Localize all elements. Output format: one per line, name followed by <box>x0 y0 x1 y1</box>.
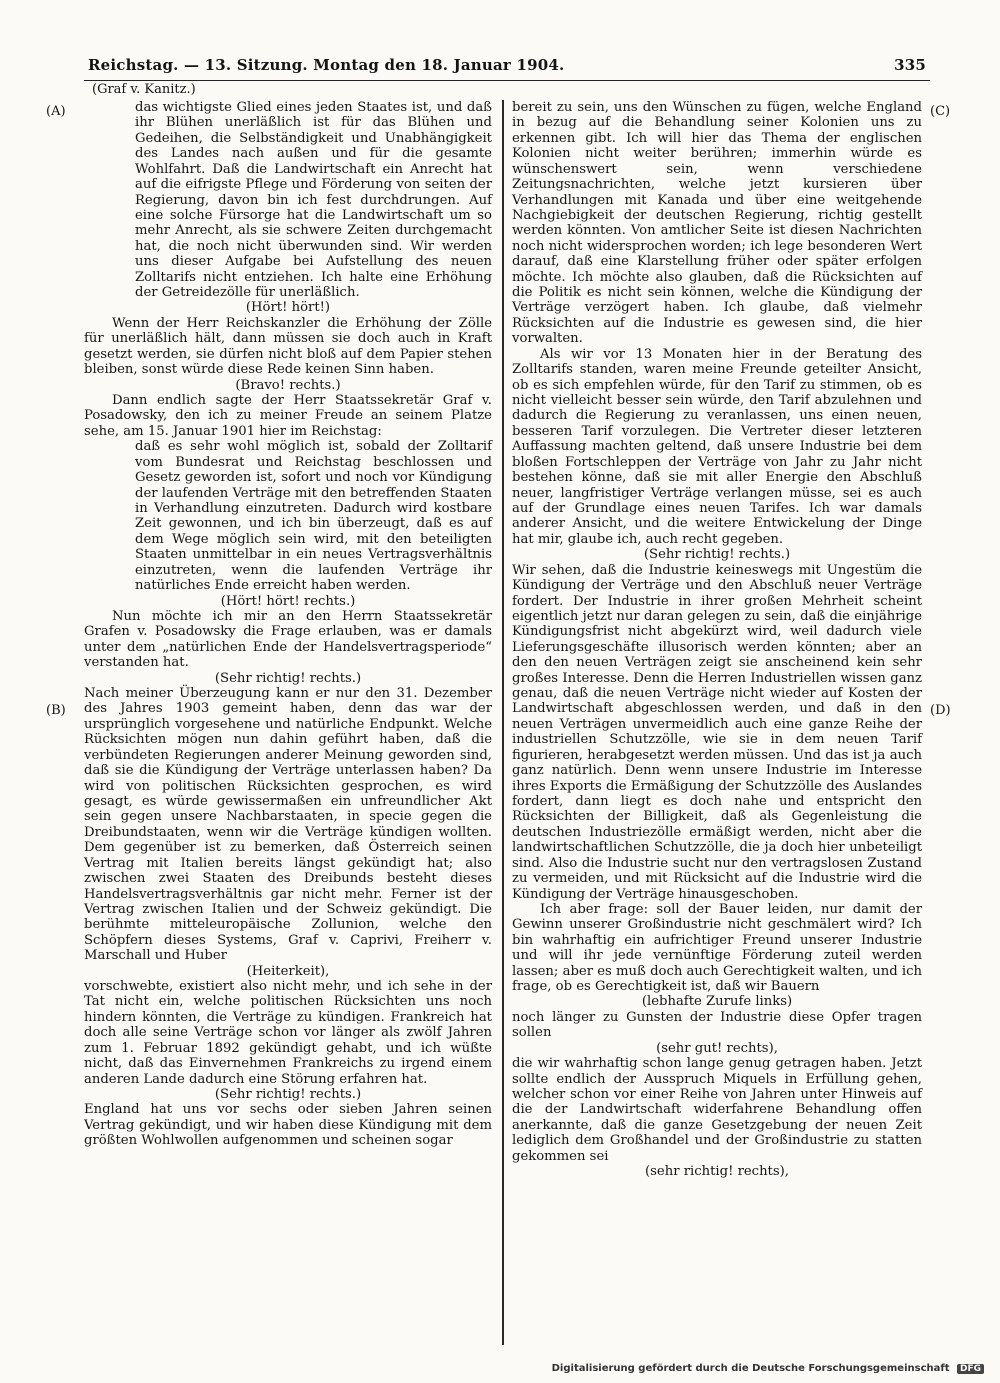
right-column <box>512 100 922 1180</box>
interjection: (Sehr richtig! rechts.) <box>643 547 791 563</box>
interjection: (sehr gut! rechts), <box>656 1040 778 1056</box>
interjection: (lebhafte Zurufe links) <box>641 994 793 1010</box>
column-divider <box>502 100 504 1345</box>
quotation: daß es sehr wohl möglich ist, sobald der Zolltarif vom Bundesrat und Reichstag beschlossen und Gesetz geworden ist, sofort und noch vor Kündigung der laufenden Verträge mit den betreffenden Staaten in Verhandlung einzutreten. Dadurch wird kostbare Zeit gewonnen, und ich bin überzeugt, daß es auf dem Wege möglich sein wird, mit den beteiligten Staaten unmittelbar in ein neues Vertragsverhältnis einzutreten, wenn die laufenden Verträge ihr natürliches Ende erreicht haben werden. <box>135 439 492 594</box>
interjection: (sehr richtig! rechts), <box>645 1164 789 1180</box>
margin-mark-b: (B) <box>46 703 66 718</box>
paragraph: das wichtigste Glied eines jeden Staates ist, und daß ihr Blühen unerläßlich ist für das Blühen und Gedeihen, die Selbständigkeit und Unabhängigkeit des Landes nach außen und für die gesamte Wohlfahrt. Daß die Landwirtschaft ein Anrecht hat auf die eifrigste Pflege und Förderung von seiten der Regierung, davon bin ich fest durchdrungen. Auf eine solche Fürsorge hat die Landwirtschaft um so mehr Anrecht, als sie schwere Zeiten durchgemacht hat, die noch nicht überwunden sind. Wir werden uns dieser Aufgabe bei Aufstellung des neuen Zolltarifs nicht entziehen. Ich halte eine Erhöhung der Getreidezölle für unerläßlich. <box>135 100 492 301</box>
paragraph: Dann endlich sagte der Herr Staatssekretär Graf v. Posadowsky, den ich zu meiner Freude an seinem Platze sehe, am 15. Januar 1901 hier im Reichstag: <box>84 393 492 439</box>
page-number: 335 <box>894 56 926 74</box>
dfg-logo: DFG <box>957 1364 984 1374</box>
paragraph: England hat uns vor sechs oder sieben Jahren seinen Vertrag gekündigt, und wir haben diese Kündigung mit dem größten Wohlwollen aufgenommen und scheinen sogar <box>84 1102 492 1149</box>
paragraph: die wir wahrhaftig schon lange genug getragen haben. Jetzt sollte endlich der Ausspruch Miquels in Erfüllung gehen, welcher schon vor einer Reihe von Jahren unter Hinweis auf die der Landwirtschaft widerfahrene Behandlung offen anerkannte, daß die ganze Gesetzgebung der neuen Zeit lediglich dem Großhandel und der Großindustrie zu statten gekommen sei <box>512 1056 922 1164</box>
interjection: (Hört! hört!) <box>245 300 331 316</box>
paragraph: Nach meiner Überzeugung kann er nur den 31. Dezember des Jahres 1903 gemeint haben, denn das war der ursprünglich vorgesehene und natürliche Endpunkt. Welche Rücksichten mögen nun dahin geführt haben, daß die verbündeten Regierungen anderer Meinung geworden sind, daß sie die Kündigung der Verträge unterlassen haben? Da wird von politischen Rücksichten gesprochen, es wird gesagt, es würde gewissermaßen ein unfreundlicher Akt sein gegen unsere Nachbarstaaten, in specie gegen die Dreibundstaaten, wenn wir die Verträge kündigen wollten. Dem gegenüber ist zu bemerken, daß Österreich seinen Vertrag mit Italien bereits längst gekündigt hat; also zwischen zwei Staaten des Dreibunds besteht dieses Handelsvertragsverhältnis gar nicht mehr. Ferner ist der Vertrag zwischen Italien und der Schweiz gekündigt. Die berühmte mitteleuropäische Zollunion, welche den Schöpfern dieses Systems, Graf v. Caprivi, Freiherr v. Marschall und Huber <box>84 686 492 964</box>
left-column <box>84 100 492 1149</box>
margin-mark-d: (D) <box>930 703 951 718</box>
interjection: (Sehr richtig! rechts.) <box>214 1087 362 1102</box>
paragraph: Ich aber frage: soll der Bauer leiden, nur damit der Gewinn unserer Großindustrie nicht geschmälert wird? Ich bin wahrhaftig ein aufrichtiger Freund unserer Industrie und will ihr jede vernünftige Förderung zuteil werden lassen; aber es muß doch auch Gerechtigkeit walten, und ich frage, ob es Gerechtigkeit ist, daß wir Bauern <box>512 901 922 995</box>
header-rule <box>84 80 930 81</box>
footer-text: Digitalisierung gefördert durch die Deutsche Forschungsgemeinschaft <box>551 1363 950 1374</box>
interjection: (Heiterkeit), <box>246 963 330 979</box>
funding-footer <box>552 1363 984 1374</box>
margin-mark-c: (C) <box>930 104 951 119</box>
paragraph: noch länger zu Gunsten der Industrie diese Opfer tragen sollen <box>512 1009 922 1041</box>
interjection: (Hört! hört! rechts.) <box>220 593 356 609</box>
speaker-label: (Graf v. Kanitz.) <box>92 82 196 97</box>
running-header <box>88 56 926 78</box>
paragraph: bereit zu sein, uns den Wünschen zu fügen, welche England in bezug auf die Behandlung seiner Kolonien uns zu erkennen gibt. Ich will hier das Thema der englischen Kolonien nicht weiter berühren; immerhin würde es wünschenswert sein, wenn verschiedene Zeitungsnachrichten, welche jetzt kursieren über Verhandlungen mit Kanada und über eine weitgehende Nachgiebigkeit der deutschen Regierung, richtig gestellt werden könnten. Von amtlicher Seite ist diesen Nachrichten noch nicht widersprochen worden; ich lege besonderen Wert darauf, daß eine Klarstellung früher oder später erfolgen möchte. Ich möchte also glauben, daß die Rücksichten auf die Politik es nicht sein können, welche die Kündigung der Verträge verzögert haben. Ich glaube, daß vielmehr Rücksichten auf die Industrie es gewesen sind, die hier vorwalten. <box>512 100 922 347</box>
paragraph: Als wir vor 13 Monaten hier in der Beratung des Zolltarifs standen, waren meine Freunde geteilter Ansicht, ob es sich empfehlen würde, für den Tarif zu stimmen, ob es nicht vielleicht besser sein würde, den Tarif abzulehnen und dadurch die Regierung zu veranlassen, uns einen neuen, besseren Tarif vorzulegen. Die Vertreter dieser letzteren Auffassung machten geltend, daß unsere Industrie bei dem bloßen Fortschleppen der Verträge von Jahr zu Jahr nicht bestehen könne, daß sie mit aller Energie den Abschluß neuer, langfristiger Verträge verlangen müsse, sei es auch auf der Grundlage eines neuen Tarifes. Ich war damals anderer Ansicht, und die weitere Entwickelung der Dinge hat mir, glaube ich, auch recht gegeben. <box>512 346 922 547</box>
paragraph: vorschwebte, existiert also nicht mehr, und ich sehe in der Tat nicht ein, welche politischen Rücksichten uns noch hindern könnten, die Verträge zu kündigen. Frankreich hat doch alle seine Verträge schon vor länger als zwölf Jahren zum 1. Februar 1892 gekündigt gehabt, und ich wüßte nicht, daß das Einvernehmen Frankreichs zu irgend einem anderen Lande dadurch eine Störung erfahren hat. <box>84 979 492 1087</box>
margin-mark-a: (A) <box>46 104 66 119</box>
interjection: (Bravo! rechts.) <box>235 377 341 393</box>
paragraph: Wir sehen, daß die Industrie keineswegs mit Ungestüm die Kündigung der Verträge und den Abschluß neuer Verträge fordert. Der Industrie in ihrer großen Mehrheit scheint eigentlich jetzt nur daran gelegen zu sein, daß die einjährige Kündigungsfrist nicht abgekürzt wird, weil dadurch viele Lieferungsgeschäfte illusorisch werden könnten; aber an den den neuen Verträgen zeigt sie anscheinend kein sehr großes Interesse. Denn die Herren Industriellen wissen ganz genau, daß die neuen Verträge nicht wieder auf Kosten der Landwirtschaft abgeschlossen werden, und daß in den neuen Verträgen unvermeidlich auch eine ganze Reihe der industriellen Schutzzölle, wie sie in dem neuen Tarif figurieren, herabgesetzt werden müssen. Und das ist ja auch ganz natürlich. Denn wenn unsere Industrie im Interesse ihres Exports die Ermäßigung der Schutzzölle des Auslandes fordert, dann liegt es doch nahe und entspricht den Rücksichten der Billigkeit, daß als Gegenleistung die deutschen Industriezölle ermäßigt werden, nicht aber die landwirtschaftlichen Schutzzölle, die ja doch hier unbeteiligt sind. Also die Industrie sucht nur den vertragslosen Zustand zu vermeiden, und mit Rücksicht auf die Industrie wird die Kündigung der Verträge hinausgeschoben. <box>512 562 922 902</box>
running-head-title: Reichstag. — 13. Sitzung. Montag den 18. Januar 1904. <box>88 56 565 74</box>
interjection: (Sehr richtig! rechts.) <box>214 670 362 686</box>
paragraph: Nun möchte ich mir an den Herrn Staatssekretär Grafen v. Posadowsky die Frage erlauben, was er damals unter dem „natürlichen Ende der Handelsvertragsperiode“ verstanden hat. <box>84 608 492 671</box>
paragraph: Wenn der Herr Reichskanzler die Erhöhung der Zölle für unerläßlich hält, dann müssen sie doch auch in Kraft gesetzt werden, sie dürfen nicht bloß auf dem Papier stehen bleiben, sonst würde diese Rede keinen Sinn haben. <box>84 315 492 378</box>
